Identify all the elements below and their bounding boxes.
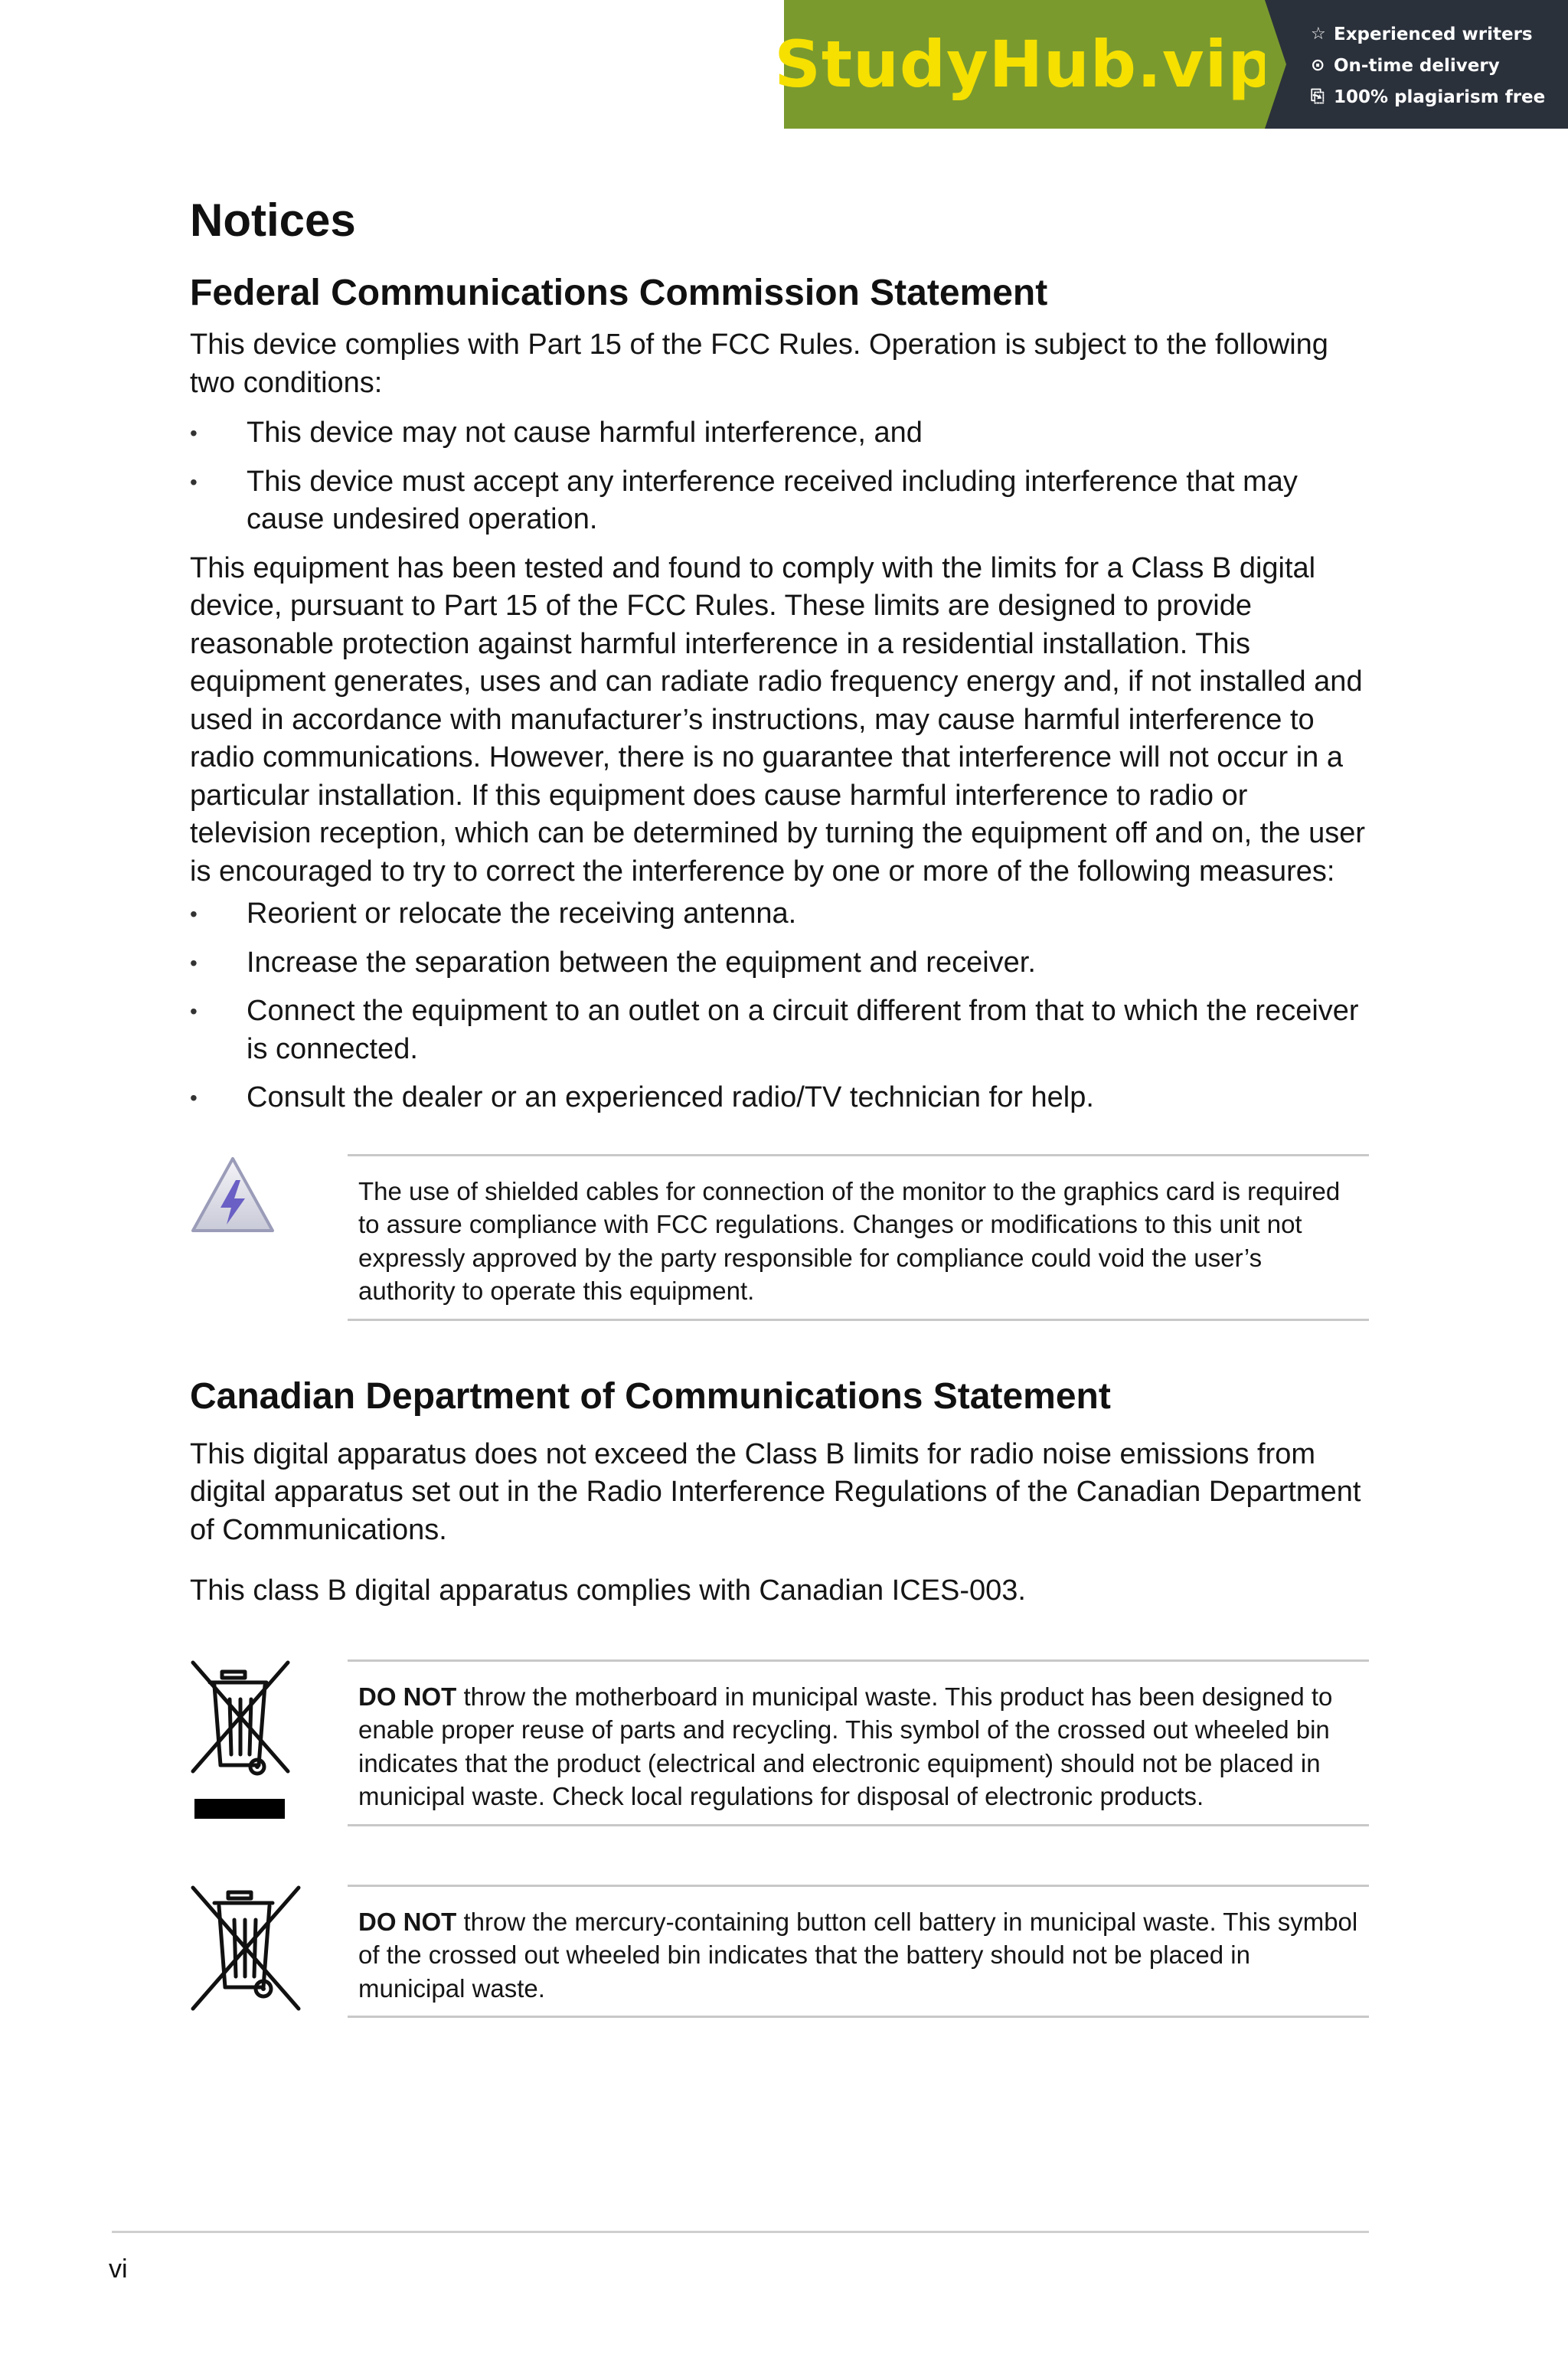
weee-note bbox=[190, 1659, 1369, 1826]
copy-icon: ⎘ bbox=[1311, 87, 1325, 106]
note-box bbox=[348, 1885, 1369, 2019]
fcc-heading: Federal Communications Commission Statement bbox=[190, 273, 1048, 313]
note-box bbox=[348, 1659, 1369, 1826]
star-icon: ☆ bbox=[1311, 25, 1326, 44]
studyhub-banner[interactable] bbox=[774, 0, 1568, 129]
do-not-label: DO NOT bbox=[358, 1682, 457, 1711]
lightning-warning-icon bbox=[190, 1154, 348, 1321]
feature-label: On-time delivery bbox=[1334, 55, 1500, 76]
bullet-icon: • bbox=[190, 950, 198, 975]
bullet-icon: • bbox=[190, 469, 198, 494]
weee-note-text: DO NOT throw the motherboard in municipal waste. This product has been designed to enable proper reuse of parts and recycling. This symbol of the crossed out wheeled bin indicates that the product (electrical and electronic equipment) should not be placed in municipal waste. Check local regulations for disposal of electronic products. bbox=[358, 1682, 1333, 1810]
feature-experienced-writers bbox=[1311, 18, 1568, 50]
page-number: vi bbox=[109, 2254, 128, 2284]
note-box bbox=[348, 1154, 1369, 1321]
canada-paragraph-1: This digital apparatus does not exceed the Class B limits for radio noise emissions from digital apparatus set out in the Radio Interference Regulations of the Canadian Department of Communications. bbox=[190, 1437, 1361, 1546]
crossed-bin-icon bbox=[190, 1659, 348, 1826]
do-not-label: DO NOT bbox=[358, 1907, 457, 1936]
bullet-icon: • bbox=[190, 421, 198, 445]
banner-features bbox=[1265, 0, 1568, 129]
canada-heading: Canadian Department of Communications Statement bbox=[190, 1375, 1111, 1417]
crossed-bin-battery-icon bbox=[190, 1885, 348, 2019]
footer-divider bbox=[112, 2231, 1369, 2233]
list-item: • This device must accept any interference received including interference that may cause undesired operation. bbox=[190, 463, 1369, 539]
fcc-warning-note bbox=[190, 1154, 1369, 1321]
list-item: • This device may not cause harmful interference, and bbox=[190, 414, 1369, 453]
page-title: Notices bbox=[190, 195, 356, 246]
feature-plagiarism-free bbox=[1311, 81, 1568, 113]
list-item: • Reorient or relocate the receiving antenna. bbox=[190, 895, 1369, 934]
battery-note-text: DO NOT throw the mercury-containing button cell battery in municipal waste. This symbol of the crossed out wheeled bin indicates that the battery should not be placed in municipal waste. bbox=[358, 1907, 1358, 2003]
feature-on-time-delivery bbox=[1311, 50, 1568, 81]
fcc-body: This equipment has been tested and found to comply with the limits for a Class B digital device, pursuant to Part 15 of the FCC Rules. These limits are designed to provide reasonable protection against harmful interference in a residential installation. This equipment generates, uses and can radiate radio frequency energy and, if not installed and used in accordance with manufacturer’s instructions, may cause harmful interference to radio communications. However, there is no guarantee that interference will not occur in a particular installation. If this equipment does cause harmful interference to radio or television reception, which can be determined by turning the equipment off and on, the user is encouraged to try to correct the interference by one or more of the following measures: bbox=[190, 551, 1366, 888]
feature-label: 100% plagiarism free bbox=[1334, 87, 1546, 107]
bullet-icon: • bbox=[190, 1086, 198, 1110]
clock-icon: ⊙ bbox=[1311, 56, 1325, 75]
list-item: • Connect the equipment to an outlet on a circuit different from that to which the receiver is connected. bbox=[190, 992, 1369, 1068]
fcc-conditions-list bbox=[190, 414, 1369, 539]
list-item: • Increase the separation between the equipment and receiver. bbox=[190, 944, 1369, 983]
brand-name: StudyHub.vip bbox=[774, 27, 1275, 102]
bullet-icon: • bbox=[190, 902, 198, 926]
brand-logo bbox=[774, 0, 1275, 129]
fcc-intro: This device complies with Part 15 of the FCC Rules. Operation is subject to the following two conditions: bbox=[190, 329, 1328, 399]
bullet-icon: • bbox=[190, 999, 198, 1023]
feature-label: Experienced writers bbox=[1334, 24, 1533, 44]
fcc-note-text: The use of shielded cables for connection of the monitor to the graphics card is required to assure compliance with FCC regulations. Changes or modifications to this unit not expressly approved by the party responsible for compliance could void the user’s authority to operate this equipment. bbox=[358, 1176, 1341, 1305]
list-item: • Consult the dealer or an experienced radio/TV technician for help. bbox=[190, 1079, 1369, 1117]
canada-paragraph-2: This class B digital apparatus complies with Canadian ICES-003. bbox=[190, 1574, 1026, 1607]
fcc-measures-list bbox=[190, 895, 1369, 1117]
battery-note bbox=[190, 1885, 1369, 2019]
document-content bbox=[190, 193, 1369, 2018]
